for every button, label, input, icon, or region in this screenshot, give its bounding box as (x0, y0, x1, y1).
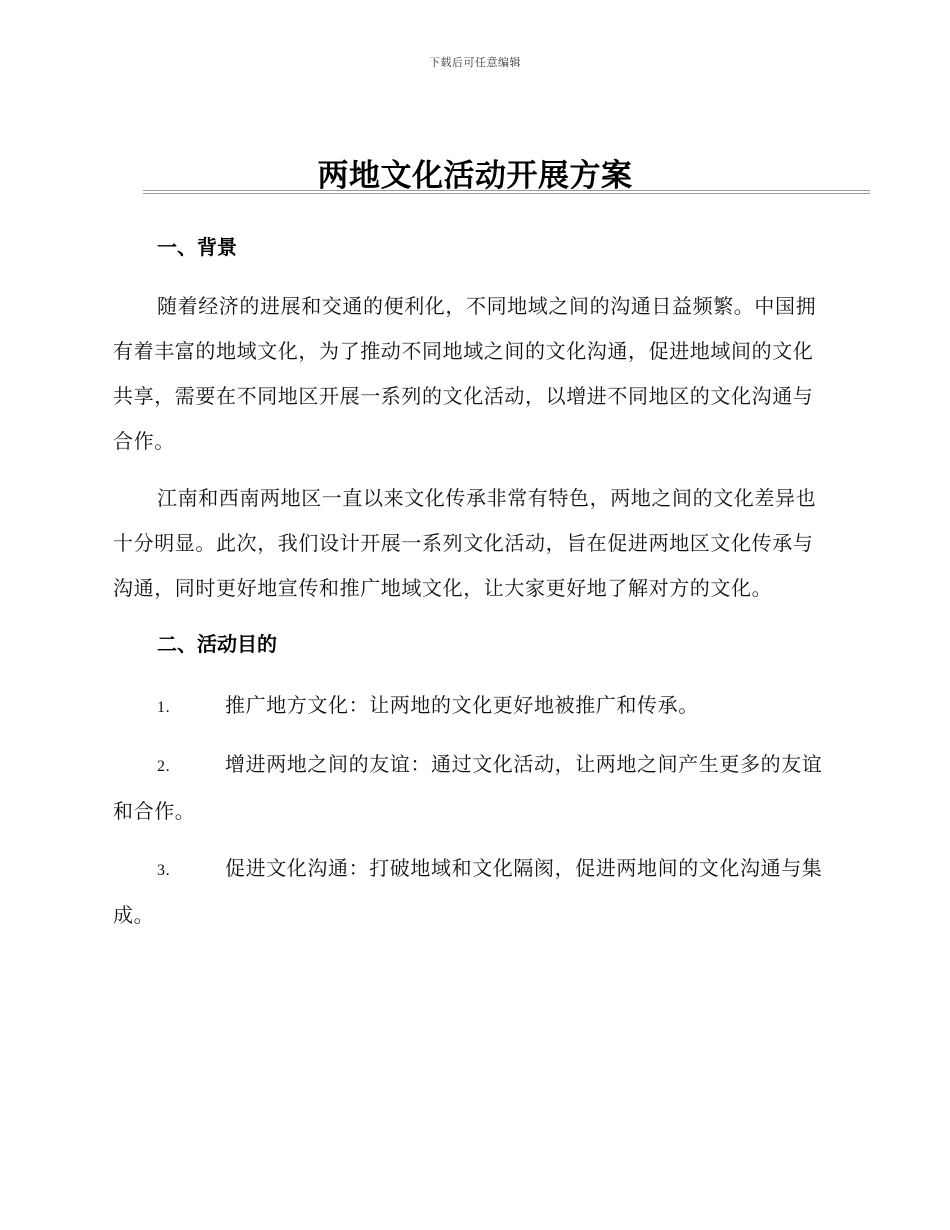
section-heading-background: 一、背景 (157, 235, 237, 259)
list-text: 促进文化沟通：打破地域和文化隔阂，促进两地间的文化沟通与集成。 (113, 856, 823, 927)
list-item (113, 683, 833, 730)
list-number: 2. (157, 758, 171, 775)
title-divider (143, 190, 870, 194)
list-item (113, 846, 833, 938)
section-heading-purpose: 二、活动目的 (157, 632, 277, 656)
document-body (113, 228, 833, 950)
list-text: 推广地方文化：让两地的文化更好地被推广和传承。 (225, 693, 699, 717)
background-paragraph-1: 随着经济的进展和交通的便利化，不同地域之间的沟通日益频繁。中国拥有着丰富的地域文化，为了推动不同地域之间的文化沟通，促进地域间的文化共享，需要在不同地区开展一系列的文化活动，以增进不同地区的文化沟通与合作。 (113, 294, 817, 453)
document-title: 两地文化活动开展方案 (317, 158, 633, 194)
background-paragraph-2: 江南和西南两地区一直以来文化传承非常有特色，两地之间的文化差异也十分明显。此次，我们设计开展一系列文化活动，旨在促进两地区文化传承与沟通，同时更好地宣传和推广地域文化，让大家更好地了解对方的文化。 (113, 486, 817, 600)
header-note: 下载后可任意编辑 (429, 56, 521, 69)
list-number: 3. (157, 862, 171, 879)
list-item (113, 742, 833, 834)
list-text: 增进两地之间的友谊：通过文化活动，让两地之间产生更多的友谊和合作。 (113, 752, 823, 823)
list-number: 1. (157, 699, 171, 716)
